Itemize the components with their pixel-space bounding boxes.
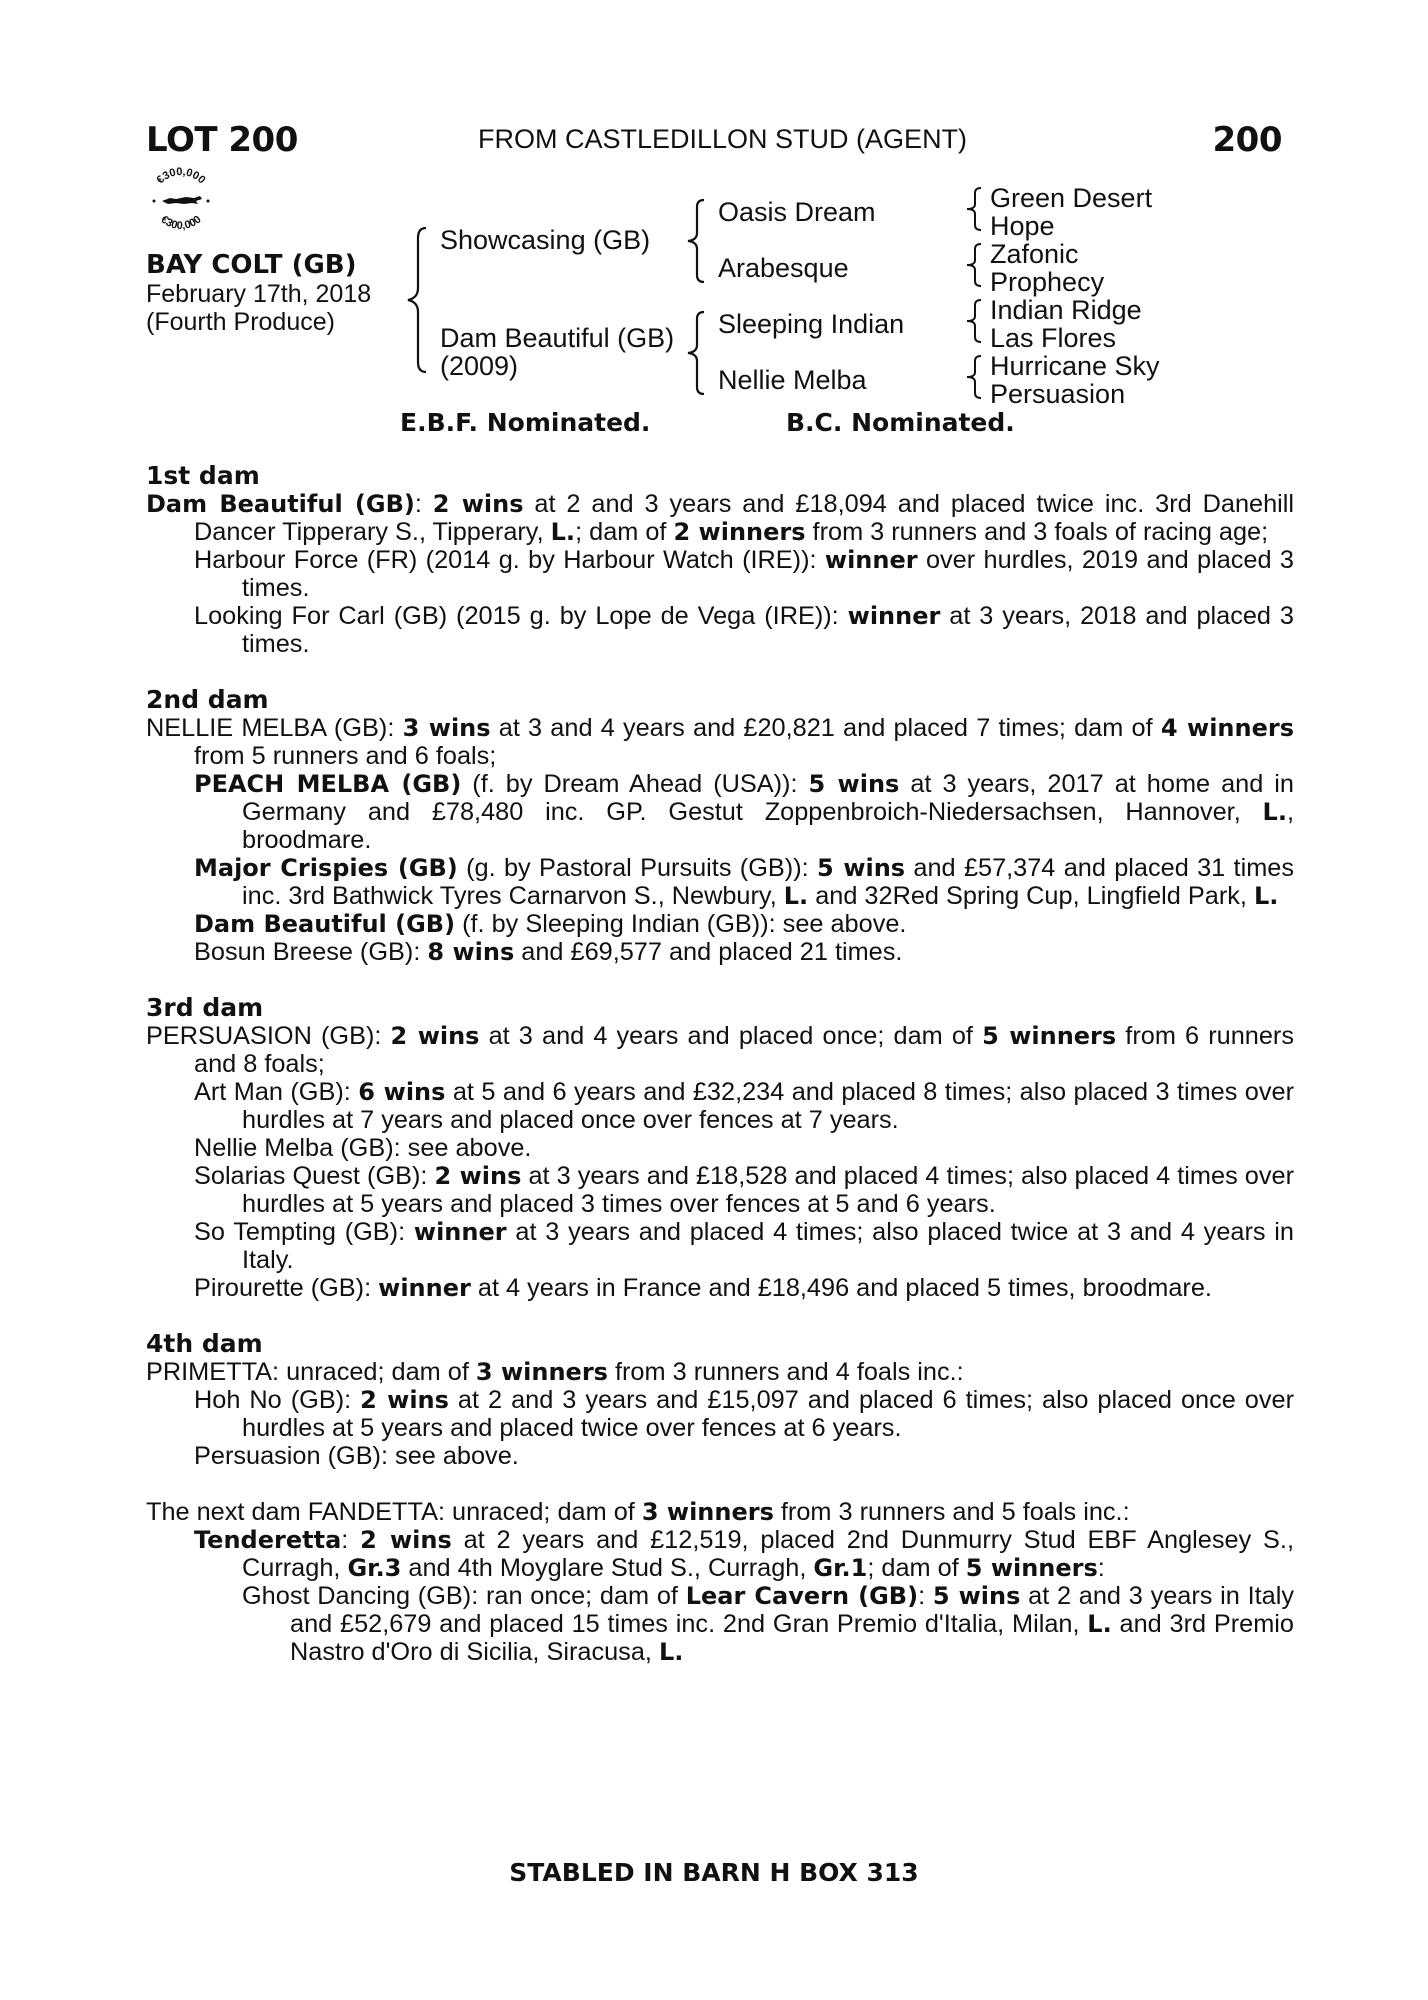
vendor-line: FROM CASTLEDILLON STUD (AGENT)	[478, 124, 968, 154]
produce-entry: Harbour Force (FR) (2014 g. by Harbour Watch (IRE)): winner over hurdles, 2019 and placed 3 times.	[194, 546, 1294, 602]
lot-number: 200	[1212, 120, 1282, 160]
pedigree-sd-dam: Prophecy	[990, 267, 1105, 297]
svg-text:€300,000	[154, 166, 207, 186]
produce-entry: Nellie Melba (GB): see above.	[194, 1134, 532, 1162]
seal-text-top: €300,000	[154, 166, 208, 187]
produce-entry: PEACH MELBA (GB) (f. by Dream Ahead (USA)): 5 wins at 3 years, 2017 at home and in Germany and £78,480 inc. GP. Gestut Zoppenbroich-Niedersachsen, Hannover, L., broodmare.	[194, 770, 1294, 854]
pedigree-ds-dam: Las Flores	[990, 323, 1117, 353]
second-dam-record: NELLIE MELBA (GB): 3 wins at 3 and 4 years and £20,821 and placed 7 times; dam of 4 winners from 5 runners and 6 foals;	[146, 714, 1295, 770]
stabling-footer: STABLED IN BARN H BOX 313	[509, 1858, 919, 1887]
produce-entry: Persuasion (GB): see above.	[194, 1442, 519, 1470]
pedigree-dam-sire: Sleeping Indian	[718, 309, 905, 339]
produce-entry: Hoh No (GB): 2 wins at 2 and 3 years and £15,097 and placed 6 times; also placed once over hurdles at 5 years and placed twice over fences at 6 years.	[194, 1386, 1294, 1442]
pedigree-sire-sire: Oasis Dream	[718, 197, 876, 227]
pedigree-dd-sire: Hurricane Sky	[990, 351, 1160, 381]
produce-entry: Dam Beautiful (GB) (f. by Sleeping Indian (GB)): see above.	[194, 910, 907, 938]
pedigree-ss-sire: Green Desert	[990, 183, 1153, 213]
pedigree-dam: Dam Beautiful (GB)	[440, 323, 675, 353]
pedigree-dam-year: (2009)	[440, 351, 519, 381]
pedigree-brace-sd	[962, 242, 984, 288]
pedigree-brace-sire	[682, 198, 708, 284]
pedigree-brace-dam	[682, 310, 708, 396]
produce-entry: Tenderetta: 2 wins at 2 years and £12,519, placed 2nd Dunmurry Stud EBF Anglesey S., Curragh, Gr.3 and 4th Moyglare Stud S., Curragh, Gr.1; dam of 5 winners:	[194, 1526, 1294, 1582]
price-seal-icon	[146, 166, 216, 236]
bc-nomination: B.C. Nominated.	[786, 408, 1015, 437]
horse-name: BAY COLT (GB)	[146, 250, 357, 280]
lot-label: LOT 200	[146, 120, 298, 160]
pedigree-sire-dam: Arabesque	[718, 253, 849, 283]
ebf-nomination: E.B.F. Nominated.	[400, 408, 651, 437]
produce-entry: Bosun Breese (GB): 8 wins and £69,577 and placed 21 times.	[194, 938, 903, 966]
produce-entry: Solarias Quest (GB): 2 wins at 3 years and £18,528 and placed 4 times; also placed 4 times over hurdles at 5 years and placed 3 times over fences at 5 and 6 years.	[194, 1162, 1295, 1218]
foaling-date: February 17th, 2018	[146, 280, 372, 308]
second-dam-heading: 2nd dam	[146, 685, 269, 714]
pedigree-ss-dam: Hope	[990, 211, 1055, 241]
produce-entry: So Tempting (GB): winner at 3 years and placed 4 times; also placed twice at 3 and 4 years in Italy.	[194, 1218, 1294, 1274]
pedigree-brace-dd	[962, 354, 984, 400]
third-dam-record: PERSUASION (GB): 2 wins at 3 and 4 years and placed once; dam of 5 winners from 6 runners and 8 foals;	[146, 1022, 1294, 1078]
fourth-dam-heading: 4th dam	[146, 1329, 263, 1358]
seal-text-bottom: €300,000	[158, 213, 204, 233]
produce-note: (Fourth Produce)	[146, 308, 335, 336]
next-dam-record: The next dam FANDETTA: unraced; dam of 3 winners from 3 runners and 5 foals inc.:	[146, 1498, 1130, 1526]
pedigree-brace-ds	[962, 298, 984, 344]
produce-entry: Art Man (GB): 6 wins at 5 and 6 years and £32,234 and placed 8 times; also placed 3 times over hurdles at 7 years and placed once over fences at 7 years.	[194, 1078, 1295, 1134]
pedigree-dd-dam: Persuasion	[990, 379, 1126, 409]
produce-entry: Major Crispies (GB) (g. by Pastoral Pursuits (GB)): 5 wins and £57,374 and placed 31 times inc. 3rd Bathwick Tyres Carnarvon S., Newbury, L. and 32Red Spring Cup, Lingfield Park, L.	[194, 854, 1294, 910]
third-dam-heading: 3rd dam	[146, 993, 264, 1022]
pedigree-ds-sire: Indian Ridge	[990, 295, 1142, 325]
pedigree-brace-main	[400, 226, 430, 374]
svg-text:€300,000	[158, 214, 203, 233]
first-dam-record: Dam Beautiful (GB): 2 wins at 2 and 3 years and £18,094 and placed twice inc. 3rd Danehill Dancer Tipperary S., Tipperary, L.; dam of 2 winners from 3 runners and 3 foals of racing age;	[146, 490, 1295, 546]
catalogue-body	[146, 462, 1294, 1666]
first-dam-heading: 1st dam	[146, 461, 260, 490]
fourth-dam-record: PRIMETTA: unraced; dam of 3 winners from 3 runners and 4 foals inc.:	[146, 1358, 964, 1386]
pedigree-dam-dam: Nellie Melba	[718, 365, 867, 395]
produce-entry: Pirourette (GB): winner at 4 years in France and £18,496 and placed 5 times, broodmare.	[194, 1274, 1212, 1302]
produce-entry: Looking For Carl (GB) (2015 g. by Lope de Vega (IRE)): winner at 3 years, 2018 and placed 3 times.	[194, 602, 1294, 658]
pedigree-sd-sire: Zafonic	[990, 239, 1079, 269]
pedigree-sire: Showcasing (GB)	[440, 225, 651, 255]
produce-entry: Ghost Dancing (GB): ran once; dam of Lear Cavern (GB): 5 wins at 2 and 3 years in Italy and £52,679 and placed 15 times inc. 2nd Gran Premio d'Italia, Milan, L. and 3rd Premio Nastro d'Oro di Sicilia, Siracusa, L.	[242, 1582, 1294, 1666]
pedigree-brace-ss	[962, 186, 984, 232]
